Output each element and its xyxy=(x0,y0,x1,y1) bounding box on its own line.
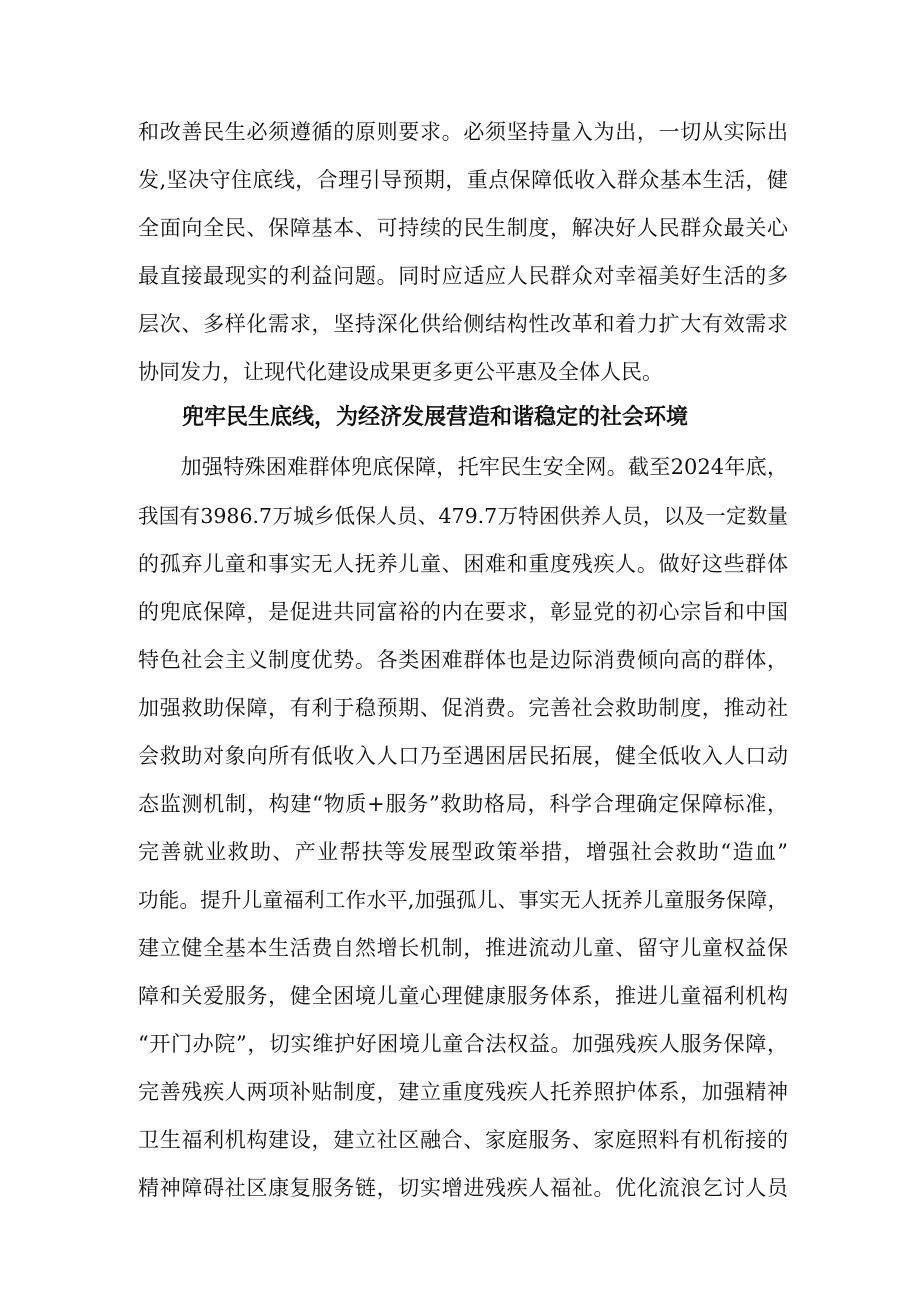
paragraph-2-line-16: 精神障碍社区康复服务链，切实增进残疾人福祉。优化流浪乞讨人员 xyxy=(138,1176,788,1200)
paragraph-2-line-12: 障和关爱服务，健全困境儿童心理健康服务体系，推进儿童福利机构 xyxy=(138,984,788,1008)
paragraph-1-line-5: 层次、多样化需求，坚持深化供给侧结构性改革和着力扩大有效需求 xyxy=(138,312,788,336)
paragraph-2-line-10: 功能。提升儿童福利工作水平,加强孤儿、事实无人抚养儿童服务保障， xyxy=(138,888,788,912)
paragraph-2-line-8: 态监测机制，构建“物质+服务”救助格局，科学合理确定保障标准， xyxy=(138,792,788,816)
paragraph-2-line-7: 会救助对象向所有低收入人口乃至遇困居民拓展，健全低收入人口动 xyxy=(138,744,788,768)
paragraph-2-line-2: 我国有3986.7万城乡低保人员、479.7万特困供养人员，以及一定数量 xyxy=(138,504,788,528)
paragraph-1-line-3: 全面向全民、保障基本、可持续的民生制度，解决好人民群众最关心 xyxy=(138,216,788,240)
paragraph-1-line-2: 发,坚决守住底线，合理引导预期，重点保障低收入群众基本生活，健 xyxy=(138,168,788,192)
section-heading: 兜牢民生底线，为经济发展营造和谐稳定的社会环境 xyxy=(182,405,689,430)
paragraph-2-line-5: 特色社会主义制度优势。各类困难群体也是边际消费倾向高的群体， xyxy=(138,648,788,672)
paragraph-2-line-4: 的兜底保障，是促进共同富裕的内在要求，彰显党的初心宗旨和中国 xyxy=(138,600,788,624)
paragraph-2-line-15: 卫生福利机构建设，建立社区融合、家庭服务、家庭照料有机衔接的 xyxy=(138,1128,788,1152)
paragraph-2-line-1: 加强特殊困难群体兜底保障，托牢民生安全网。截至2024年底， xyxy=(138,455,788,479)
paragraph-1-line-1: 和改善民生必须遵循的原则要求。必须坚持量入为出，一切从实际出 xyxy=(138,120,788,144)
paragraph-2-line-13: “开门办院”，切实维护好困境儿童合法权益。加强残疾人服务保障， xyxy=(138,1032,788,1056)
paragraph-2-line-14: 完善残疾人两项补贴制度，建立重度残疾人托养照护体系，加强精神 xyxy=(138,1080,788,1104)
paragraph-1-line-4: 最直接最现实的利益问题。同时应适应人民群众对幸福美好生活的多 xyxy=(138,264,788,288)
paragraph-2-line-3: 的孤弃儿童和事实无人抚养儿童、困难和重度残疾人。做好这些群体 xyxy=(138,552,788,576)
paragraph-1-line-6: 协同发力，让现代化建设成果更多更公平惠及全体人民。 xyxy=(138,360,663,384)
paragraph-2-line-9: 完善就业救助、产业帮扶等发展型政策举措，增强社会救助“造血” xyxy=(138,840,788,864)
paragraph-2-line-11: 建立健全基本生活费自然增长机制，推进流动儿童、留守儿童权益保 xyxy=(138,936,788,960)
paragraph-2-line-6: 加强救助保障，有利于稳预期、促消费。完善社会救助制度，推动社 xyxy=(138,696,788,720)
